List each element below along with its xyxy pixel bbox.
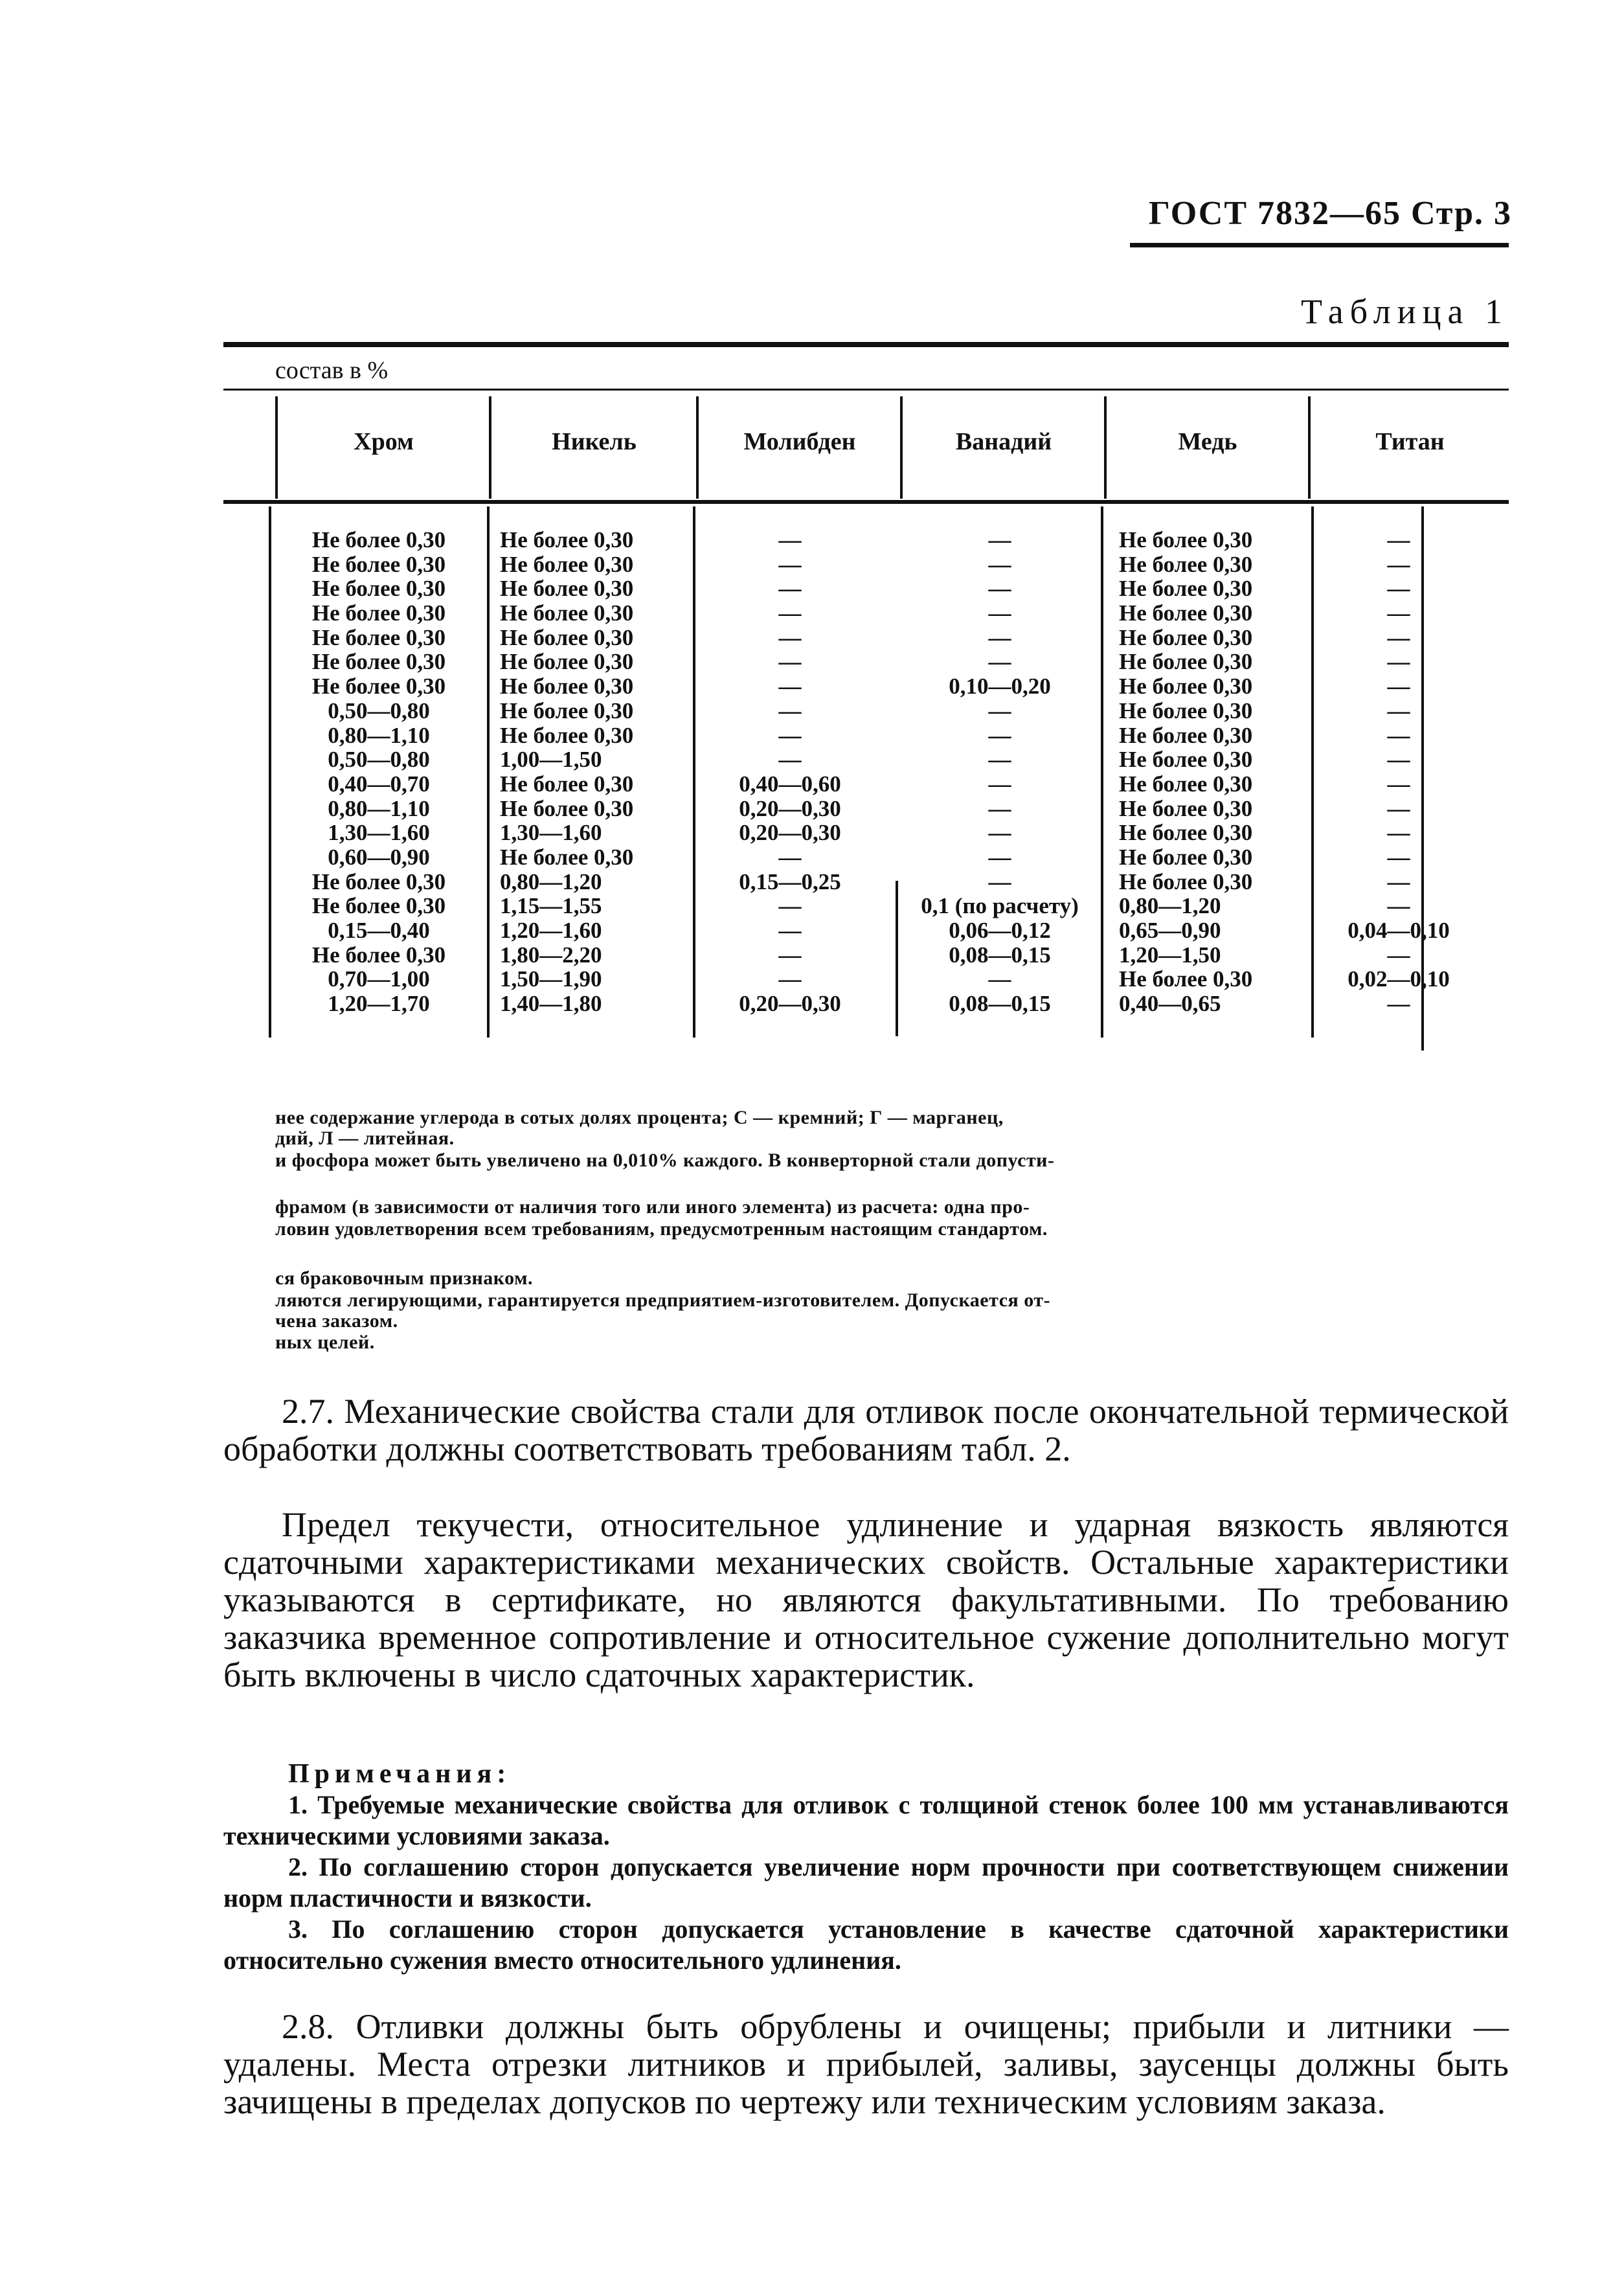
table-cell: Не более 0,30: [500, 624, 634, 650]
footnote-line: ных целей.: [275, 1332, 375, 1353]
table-cell: —: [1387, 795, 1410, 821]
table-column-chrome: [288, 528, 469, 1016]
table-cell: —: [988, 624, 1011, 650]
header-rule: [1130, 243, 1509, 247]
table-cell: Не более 0,30: [500, 698, 634, 723]
table-cell: 0,04—0,10: [1348, 918, 1450, 943]
footnote-line: ловин удовлетворения всем требованиям, предусмотренным настоящим стандартом.: [275, 1218, 1048, 1240]
table-cell: 0,80—1,10: [328, 722, 430, 748]
table-cell: Не более 0,30: [1119, 966, 1253, 992]
table-cell: Не более 0,30: [1119, 820, 1253, 846]
footnote-line: ляются легирующими, гарантируется предприятием-изготовителем. Допускается от-: [275, 1289, 1051, 1311]
table-cell: Не более 0,30: [1119, 698, 1253, 723]
table-cell: 0,1 (по расчету): [921, 893, 1079, 919]
table-column-molybdenum: [706, 528, 874, 1016]
table-cell: —: [1387, 747, 1410, 773]
table-cell: —: [988, 576, 1011, 602]
table-cell: —: [1387, 698, 1410, 723]
table-column-titanium: [1321, 528, 1476, 1016]
table-cell: —: [778, 966, 802, 992]
table-cell: 1,00—1,50: [500, 747, 602, 773]
table-cell: —: [778, 893, 802, 919]
table-cell: —: [988, 722, 1011, 748]
table-cell: 0,70—1,00: [328, 966, 430, 992]
footnote-line: дий, Л — литейная.: [275, 1128, 455, 1149]
table-cell: 0,65—0,90: [1119, 918, 1221, 943]
table-cell: Не более 0,30: [311, 527, 446, 552]
table-header-rule: [223, 389, 1509, 391]
table-column-copper: [1119, 528, 1300, 1016]
table-cell: Не более 0,30: [1119, 576, 1253, 602]
table-cell: 1,15—1,55: [500, 893, 602, 919]
table-cell: —: [1387, 527, 1410, 552]
column-divider: [487, 506, 490, 1038]
table-cell: 0,08—0,15: [949, 942, 1051, 968]
table-cell: Не более 0,30: [311, 893, 446, 919]
table-cell: —: [1387, 674, 1410, 699]
table-cell: Не более 0,30: [500, 576, 634, 602]
table-cell: —: [1387, 991, 1410, 1017]
table-cell: Не более 0,30: [1119, 844, 1253, 870]
table-cell: 0,50—0,80: [328, 747, 430, 773]
column-divider: [1308, 396, 1311, 499]
table-cell: —: [1387, 893, 1410, 919]
table-cell: —: [1387, 942, 1410, 968]
table-cell: 1,80—2,20: [500, 942, 602, 968]
column-divider: [269, 506, 271, 1038]
table-cell: —: [1387, 576, 1410, 602]
table-cell: —: [778, 624, 802, 650]
table-cell: Не более 0,30: [1119, 527, 1253, 552]
footnote-line: фрамом (в зависимости от наличия того или иного элемента) из расчета: одна про-: [275, 1196, 1030, 1218]
paragraph-2-7: 2.7. Механические свойства стали для отливок после окончательной термической обработки должны соответствовать требованиям табл. 2.: [223, 1392, 1509, 1468]
column-divider: [693, 506, 695, 1038]
table-cell: Не более 0,30: [500, 795, 634, 821]
paragraph-2-7-continued: Предел текучести, относительное удлинение и ударная вязкость являются сдаточными характеристиками механических свойств. Остальные характеристики указываются в сертификате, но являются факультативными. По требованию заказчика временное сопротивление и относительное сужение дополнительно могут быть включены в число сдаточных характеристик.: [223, 1505, 1509, 1694]
table-cell: Не более 0,30: [1119, 771, 1253, 797]
table-cell: 0,15—0,25: [739, 869, 841, 894]
column-divider: [900, 396, 903, 499]
table-cell: 0,80—1,20: [500, 869, 602, 894]
table-cell: 0,10—0,20: [949, 674, 1051, 699]
notes-title: Примечания:: [288, 1759, 512, 1789]
table-cell: Не более 0,30: [1119, 869, 1253, 894]
table-cell: —: [778, 674, 802, 699]
table-cell: Не более 0,30: [1119, 624, 1253, 650]
table-cell: Не более 0,30: [1119, 747, 1253, 773]
table-cell: 0,06—0,12: [949, 918, 1051, 943]
column-divider: [275, 396, 278, 499]
table-cell: —: [1387, 624, 1410, 650]
table-cell: —: [1387, 771, 1410, 797]
table-cell: —: [988, 527, 1011, 552]
table-cell: Не более 0,30: [500, 844, 634, 870]
table-cell: Не более 0,30: [500, 600, 634, 626]
table-column-vanadium: [899, 528, 1101, 1016]
table-cell: —: [988, 820, 1011, 846]
table-cell: 1,20—1,60: [500, 918, 602, 943]
note-3: 3. По соглашению сторон допускается установление в качестве сдаточной характеристики относительно сужения вместо относительного удлинения.: [223, 1914, 1509, 1975]
table-cell: —: [778, 551, 802, 577]
column-divider: [896, 881, 898, 1036]
column-divider: [1311, 506, 1314, 1038]
column-header-chrome: Хром: [354, 428, 414, 455]
table-cell: Не более 0,30: [500, 551, 634, 577]
table-cell: —: [778, 747, 802, 773]
table-cell: Не более 0,30: [500, 771, 634, 797]
page-header: ГОСТ 7832—65 Стр. 3: [1148, 195, 1512, 232]
table-cell: —: [988, 600, 1011, 626]
table-cell: Не более 0,30: [500, 674, 634, 699]
table-cell: —: [988, 698, 1011, 723]
table-cell: —: [778, 649, 802, 675]
column-divider: [1104, 396, 1107, 499]
footnote-line: и фосфора может быть увеличено на 0,010% каждого. В конверторной стали допусти-: [275, 1150, 1055, 1171]
table-cell: 0,80—1,10: [328, 795, 430, 821]
table-cell: 1,20—1,50: [1119, 942, 1221, 968]
table-cell: Не более 0,30: [1119, 674, 1253, 699]
column-header-nickel: Никель: [552, 428, 637, 455]
table-cell: —: [778, 527, 802, 552]
table-cell: —: [778, 576, 802, 602]
table-cell: Не более 0,30: [311, 576, 446, 602]
table-cell: Не более 0,30: [1119, 722, 1253, 748]
paragraph-2-8: 2.8. Отливки должны быть обрублены и очищены; прибыли и литники — удалены. Места отрезки литников и прибылей, заливы, заусенцы должны быть зачищены в пределах допусков по чертежу или техническим условиям заказа.: [223, 2007, 1509, 2121]
table-cell: —: [778, 722, 802, 748]
table-cell: Не более 0,30: [311, 600, 446, 626]
column-header-vanadium: Ванадий: [955, 428, 1052, 455]
table-cell: 0,80—1,20: [1119, 893, 1221, 919]
column-divider: [1101, 506, 1103, 1038]
table-cell: 1,20—1,70: [328, 991, 430, 1017]
column-header-copper: Медь: [1178, 428, 1237, 455]
table-cell: —: [1387, 820, 1410, 846]
table-cell: Не более 0,30: [311, 624, 446, 650]
table-top-rule: [223, 342, 1509, 347]
table-cell: 0,08—0,15: [949, 991, 1051, 1017]
table-cell: 0,20—0,30: [739, 820, 841, 846]
table-cell: —: [988, 771, 1011, 797]
table-cell: —: [1387, 722, 1410, 748]
table-cell: —: [988, 869, 1011, 894]
table-cell: Не более 0,30: [500, 722, 634, 748]
table-cell: —: [988, 966, 1011, 992]
column-divider: [489, 396, 491, 499]
notes-block: [223, 1758, 1509, 1976]
table-cell: 1,40—1,80: [500, 991, 602, 1017]
table-cell: Не более 0,30: [311, 551, 446, 577]
table-cell: 0,40—0,65: [1119, 991, 1221, 1017]
table-cell: —: [1387, 649, 1410, 675]
table-cell: —: [988, 844, 1011, 870]
table-cell: —: [778, 844, 802, 870]
table-cell: Не более 0,30: [311, 674, 446, 699]
table-cell: 1,50—1,90: [500, 966, 602, 992]
table-subheader-rule: [223, 500, 1509, 504]
table-cell: —: [1387, 600, 1410, 626]
column-divider: [696, 396, 699, 499]
table-cell: 0,60—0,90: [328, 844, 430, 870]
table-cell: —: [1387, 869, 1410, 894]
table-cell: Не более 0,30: [311, 649, 446, 675]
table-cell: —: [1387, 844, 1410, 870]
table-cell: —: [988, 747, 1011, 773]
column-header-titanium: Титан: [1375, 428, 1445, 455]
table-cell: —: [778, 918, 802, 943]
table-cell: —: [988, 551, 1011, 577]
table-cell: 0,40—0,60: [739, 771, 841, 797]
table-cell: Не более 0,30: [311, 942, 446, 968]
table-cell: —: [778, 942, 802, 968]
composition-label: состав в %: [275, 357, 389, 384]
note-2: 2. По соглашению сторон допускается увеличение норм прочности при соответствующем снижении норм пластичности и вязкости.: [223, 1852, 1509, 1913]
table-cell: —: [988, 649, 1011, 675]
column-header-molybdenum: Молибден: [743, 428, 856, 455]
table-cell: —: [988, 795, 1011, 821]
footnote-line: ся браковочным признаком.: [275, 1267, 534, 1289]
table-cell: 0,15—0,40: [328, 918, 430, 943]
footnote-line: чена заказом.: [275, 1310, 398, 1332]
table-cell: 0,50—0,80: [328, 698, 430, 723]
table-cell: Не более 0,30: [1119, 600, 1253, 626]
table-cell: Не более 0,30: [1119, 649, 1253, 675]
note-1: 1. Требуемые механические свойства для отливок с толщиной стенок более 100 мм устанавливаются техническими условиями заказа.: [223, 1790, 1509, 1850]
table-cell: —: [1387, 551, 1410, 577]
table-cell: Не более 0,30: [500, 649, 634, 675]
table-cell: Не более 0,30: [500, 527, 634, 552]
table-cell: —: [778, 600, 802, 626]
footnote-line: нее содержание углерода в сотых долях процента; С — кремний; Г — марганец,: [275, 1107, 1004, 1128]
table-cell: 0,20—0,30: [739, 991, 841, 1017]
table-cell: —: [778, 698, 802, 723]
table-cell: 0,02—0,10: [1348, 966, 1450, 992]
table-cell: Не более 0,30: [1119, 551, 1253, 577]
table-column-nickel: [500, 528, 675, 1016]
table-cell: 0,20—0,30: [739, 795, 841, 821]
table-cell: 1,30—1,60: [500, 820, 602, 846]
table-cell: Не более 0,30: [1119, 795, 1253, 821]
table-cell: 1,30—1,60: [328, 820, 430, 846]
table-cell: 0,40—0,70: [328, 771, 430, 797]
table-cell: Не более 0,30: [311, 869, 446, 894]
table-caption: Таблица 1: [1301, 292, 1509, 331]
